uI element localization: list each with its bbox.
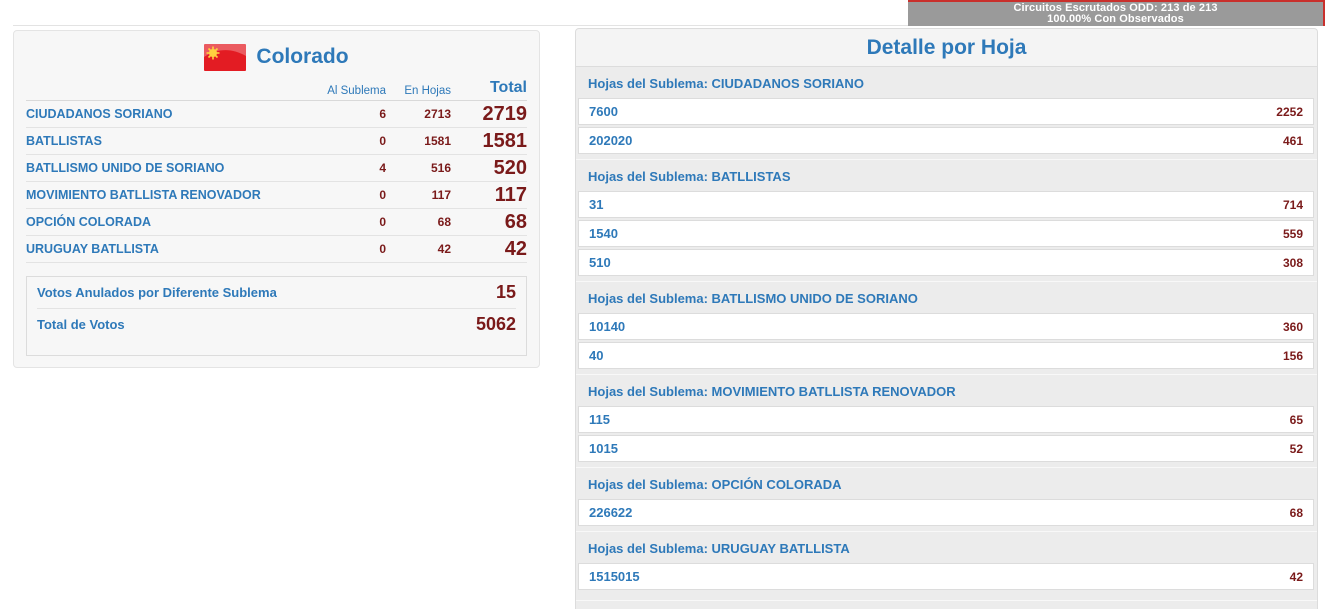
sublema-section (576, 467, 1317, 526)
hoja-number: 7600 (589, 104, 618, 119)
total-value: 520 (493, 156, 527, 179)
hoja-votes: 156 (1282, 348, 1303, 363)
hoja-votes: 42 (1289, 569, 1303, 584)
sublema-row[interactable] (26, 182, 527, 209)
section-header: Hojas del Sublema: OPCIÓN COLORADA (576, 467, 1317, 499)
sublema-name: URUGUAY BATLLISTA (26, 242, 159, 256)
sublema-section (576, 374, 1317, 462)
party-header (26, 39, 527, 75)
sublema-name: OPCIÓN COLORADA (26, 215, 151, 229)
hoja-row[interactable] (578, 342, 1314, 369)
hoja-detail-title: Detalle por Hoja (576, 29, 1317, 67)
hoja-votes: 308 (1282, 255, 1303, 270)
hoja-row[interactable] (578, 563, 1314, 590)
sublema-section (576, 67, 1317, 154)
section-header: Hojas del Sublema: BATLLISMO UNIDO DE SORIANO (576, 281, 1317, 313)
al-sublema-value: 4 (379, 161, 386, 175)
hoja-number: 115 (589, 412, 610, 427)
section-header: Hojas del Sublema: URUGUAY BATLLISTA (576, 531, 1317, 563)
sublema-row[interactable] (26, 155, 527, 182)
sublema-row[interactable] (26, 236, 527, 263)
bottom-divider (576, 600, 1317, 601)
scrutiny-status-badge (908, 0, 1325, 26)
total-votes-value: 5062 (475, 313, 516, 334)
col-al-sublema: Al Sublema (327, 85, 386, 97)
hoja-votes: 559 (1282, 226, 1303, 241)
hoja-number: 202020 (589, 133, 633, 148)
hoja-votes: 2252 (1276, 104, 1303, 119)
scrutiny-status-line2: 100.00% Con Observados (1047, 13, 1184, 25)
hoja-row[interactable] (578, 98, 1314, 125)
hoja-votes: 68 (1289, 505, 1303, 520)
sublema-row[interactable] (26, 128, 527, 155)
hoja-number: 1015 (589, 441, 618, 456)
al-sublema-value: 0 (379, 215, 386, 229)
hoja-row[interactable] (578, 191, 1314, 218)
section-header: Hojas del Sublema: CIUDADANOS SORIANO (588, 76, 864, 91)
hoja-row[interactable] (578, 499, 1314, 526)
hoja-number: 226622 (589, 505, 633, 520)
sublema-section (576, 159, 1317, 276)
totals-box (26, 276, 527, 356)
annulled-votes-value: 15 (495, 282, 516, 302)
sublema-section (576, 281, 1317, 369)
total-value: 68 (504, 210, 527, 233)
en-hojas-value: 42 (437, 242, 451, 256)
col-total: Total (489, 79, 527, 96)
total-value: 42 (504, 237, 527, 260)
sublema-section (576, 531, 1317, 590)
hoja-row[interactable] (578, 313, 1314, 340)
sublema-row[interactable] (26, 209, 527, 236)
total-value: 1581 (482, 129, 527, 152)
hoja-row[interactable] (578, 406, 1314, 433)
hoja-votes: 65 (1289, 412, 1303, 427)
sublema-name: BATLLISMO UNIDO DE SORIANO (26, 161, 225, 175)
annulled-votes-row (37, 277, 516, 308)
en-hojas-value: 1581 (424, 134, 451, 148)
annulled-votes-label: Votos Anulados por Diferente Sublema (37, 285, 277, 300)
hoja-number: 40 (589, 348, 604, 363)
party-summary-panel (13, 30, 540, 368)
section-header: Hojas del Sublema: MOVIMIENTO BATLLISTA RENOVADOR (576, 374, 1317, 406)
al-sublema-value: 0 (379, 134, 386, 148)
en-hojas-value: 2713 (424, 107, 451, 121)
hoja-row[interactable] (578, 435, 1314, 462)
en-hojas-value: 117 (431, 188, 451, 202)
hoja-row[interactable] (578, 127, 1314, 154)
al-sublema-value: 6 (379, 107, 386, 121)
al-sublema-value: 0 (379, 242, 386, 256)
summary-column-headers (26, 75, 527, 101)
partido-colorado-flag-icon (204, 44, 246, 71)
hoja-number: 10140 (589, 319, 626, 334)
hoja-votes: 52 (1289, 441, 1303, 456)
hoja-number: 31 (589, 197, 604, 212)
hoja-row[interactable] (578, 220, 1314, 247)
hoja-detail-panel (575, 28, 1318, 609)
scrutiny-status-line1: Circuitos Escrutados ODD: 213 de 213 (1013, 1, 1218, 14)
sublema-name: MOVIMIENTO BATLLISTA RENOVADOR (26, 188, 261, 202)
col-en-hojas: En Hojas (404, 85, 451, 97)
sublema-row[interactable] (26, 101, 527, 128)
hoja-number: 1515015 (589, 569, 640, 584)
total-value: 2719 (482, 102, 527, 125)
sublema-name: CIUDADANOS SORIANO (26, 107, 173, 121)
hoja-votes: 360 (1282, 319, 1303, 334)
hoja-number: 1540 (589, 226, 618, 241)
hoja-number: 510 (589, 255, 611, 270)
total-votes-row (37, 308, 516, 339)
al-sublema-value: 0 (379, 188, 386, 202)
en-hojas-value: 68 (437, 215, 451, 229)
total-votes-label: Total de Votos (37, 316, 125, 332)
hoja-row[interactable] (578, 249, 1314, 276)
total-value: 117 (494, 183, 527, 206)
en-hojas-value: 516 (430, 161, 451, 175)
hoja-votes: 714 (1282, 197, 1303, 212)
party-title: Colorado (256, 45, 349, 68)
sublema-name: BATLLISTAS (26, 134, 102, 148)
section-header: Hojas del Sublema: BATLLISTAS (576, 159, 1317, 191)
hoja-votes: 461 (1282, 133, 1303, 148)
